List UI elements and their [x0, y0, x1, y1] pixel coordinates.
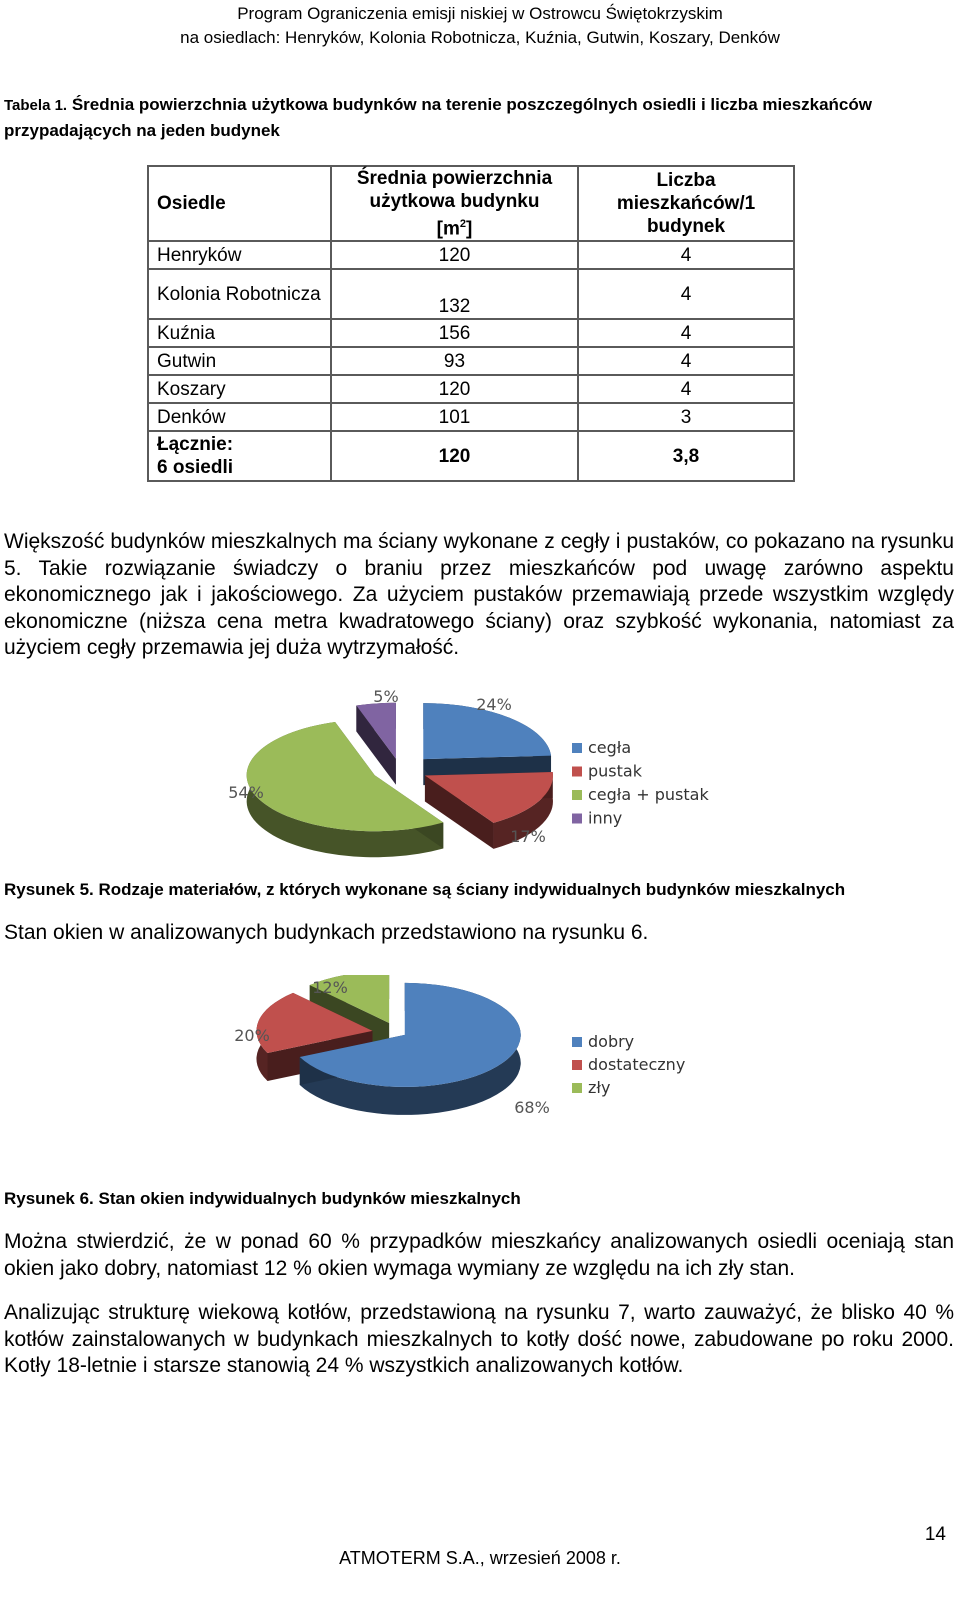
cell-residents: 4	[578, 269, 794, 319]
table-row	[148, 375, 794, 403]
figure6-caption: Rysunek 6. Stan okien indywidualnych budynków mieszkalnych	[4, 1189, 521, 1208]
col-header-area-unit-close: ]	[466, 218, 473, 240]
col-header-area-label: Średnia powierzchnia użytkowa budynku	[356, 168, 553, 212]
col-header-area-unit-sup: 2	[459, 218, 467, 230]
col-header-area-unit: [m	[436, 218, 460, 240]
cell-residents: 4	[578, 347, 794, 375]
legend-swatch	[572, 790, 582, 800]
cell-area: 120	[331, 241, 578, 269]
cell-name: Kuźnia	[148, 319, 331, 347]
total-label: Łącznie:	[157, 434, 234, 456]
data-table	[147, 165, 795, 482]
footer: ATMOTERM S.A., wrzesień 2008 r.	[339, 1548, 621, 1568]
pie-data-label: 17%	[510, 827, 546, 846]
table-row	[148, 403, 794, 431]
cell-area: 93	[331, 347, 578, 375]
cell-residents: 3	[578, 403, 794, 431]
figure5-caption: Rysunek 5. Rodzaje materiałów, z których wykonane są ściany indywidualnych budynków mieszkalnych	[4, 880, 846, 899]
legend-entry: dostateczny	[588, 1055, 686, 1074]
legend-swatch	[572, 1037, 582, 1047]
pie-data-label: 68%	[514, 1098, 550, 1117]
cell-area: 120	[331, 375, 578, 403]
table-row	[148, 241, 794, 269]
legend-swatch	[572, 767, 582, 777]
table-header-row	[148, 166, 794, 241]
pie5-slices	[228, 688, 553, 857]
paragraph-windows-summary: Można stwierdzić, że w ponad 60 % przypadków mieszkańcy analizowanych osiedli oceniają stan okien jako dobry, natomiast 12 % okien wymaga wymiany ze względu na ich zły stan.	[4, 1230, 954, 1280]
cell-residents: 4	[578, 241, 794, 269]
legend-swatch	[572, 743, 582, 753]
header-line-2: na osiedlach: Henryków, Kolonia Robotnicza, Kuźnia, Gutwin, Koszary, Denków	[180, 28, 780, 47]
pie6-legend	[572, 1032, 685, 1097]
legend-swatch	[572, 1083, 582, 1093]
cell-name: Koszary	[148, 375, 331, 403]
cell-name: Henryków	[148, 241, 331, 269]
table-caption	[4, 92, 954, 143]
cell-area: 156	[331, 319, 578, 347]
cell-area: 132	[331, 269, 578, 319]
legend-entry: zły	[588, 1078, 611, 1097]
col-header-osiedle: Osiedle	[148, 166, 331, 241]
pie-data-label: 20%	[234, 1026, 270, 1045]
table-row	[148, 269, 794, 319]
table-caption-text: Średnia powierzchnia użytkowa budynków na terenie poszczególnych osiedli i liczba mieszkańców przypadających na jeden budynek	[4, 95, 872, 140]
legend-entry: cegła	[588, 738, 632, 757]
pie-data-label: 5%	[373, 688, 399, 706]
table-row	[148, 319, 794, 347]
paragraph-windows-intro: Stan okien w analizowanych budynkach przedstawiono na rysunku 6.	[4, 921, 649, 944]
walls-material-pie-chart	[200, 688, 760, 868]
pie5-legend	[572, 738, 709, 828]
col-header-residents: Liczba mieszkańców/1 budynek	[578, 166, 794, 241]
legend-entry: pustak	[588, 761, 642, 781]
cell-total-area: 120	[331, 431, 578, 481]
legend-entry: cegła + pustak	[588, 785, 709, 804]
cell-residents: 4	[578, 375, 794, 403]
pie-data-label: 24%	[476, 695, 512, 714]
cell-area: 101	[331, 403, 578, 431]
legend-swatch	[572, 814, 582, 824]
table-row	[148, 347, 794, 375]
pie6-slices	[234, 975, 550, 1117]
total-sub-label: 6 osiedli	[157, 457, 234, 479]
cell-total-name	[148, 431, 331, 481]
page-number: 14	[924, 1524, 946, 1545]
cell-name: Kolonia Robotnicza	[148, 269, 331, 319]
col-header-area	[331, 166, 578, 241]
legend-entry: dobry	[588, 1032, 635, 1051]
legend-entry: inny	[588, 808, 623, 828]
cell-residents: 4	[578, 319, 794, 347]
table-total-row	[148, 431, 794, 481]
pie-data-label: 12%	[312, 978, 348, 997]
cell-name: Gutwin	[148, 347, 331, 375]
cell-name: Denków	[148, 403, 331, 431]
windows-state-pie-chart	[200, 975, 760, 1150]
table-caption-prefix: Tabela 1.	[4, 97, 68, 114]
cell-total-residents: 3,8	[578, 431, 794, 481]
paragraph-walls: Większość budynków mieszkalnych ma ściany wykonane z cegły i pustaków, co pokazano na rysunku 5. Takie rozwiązanie świadczy o braniu przez mieszkańców pod uwagę zarówno aspektu ekonomicznego jak i jakościowego. Za użyciem pustaków przemawiają przede wszystkim względy ekonomiczne (niższa cena metra kwadratowego ściany) oraz szybkość wykonania, natomiast za użyciem cegły przemawia jej duża wytrzymałość.	[4, 530, 954, 659]
pie-data-label: 54%	[228, 783, 264, 802]
legend-swatch	[572, 1060, 582, 1070]
paragraph-boilers: Analizując strukturę wiekową kotłów, przedstawioną na rysunku 7, warto zauważyć, że blisko 40 % kotłów zainstalowanych w budynkach mieszkalnych to kotły dość nowe, zabudowane po roku 2000. Kotły 18-letnie i starsze stanowią 24 % wszystkich analizowanych kotłów.	[4, 1301, 954, 1377]
header-line-1: Program Ograniczenia emisji niskiej w Ostrowcu Świętokrzyskim	[237, 4, 723, 23]
